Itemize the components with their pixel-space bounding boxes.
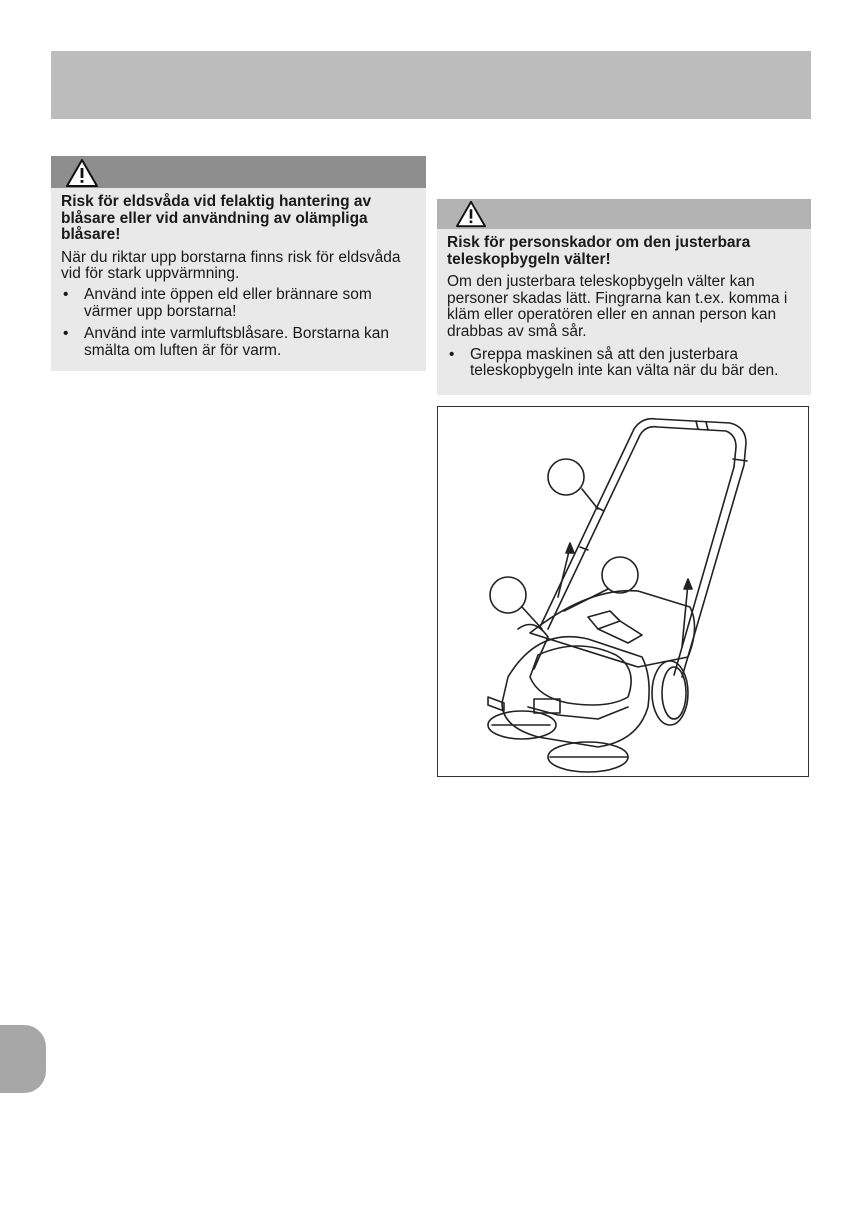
- warning-title: Risk för eldsvåda vid felaktig hantering av blåsare eller vid användning av olämpliga blåsare!: [61, 193, 372, 244]
- warning-triangle-icon: [65, 158, 99, 188]
- warning-box-telescope: [437, 199, 811, 395]
- warning-title: Risk för personskador om den justerbara teleskopbygeln välter!: [447, 234, 751, 268]
- list-item: • Använd inte varmluftsblåsare. Borstarna kan smälta om luften är för varm.: [61, 326, 418, 359]
- side-tab: [0, 1025, 46, 1093]
- list-item: • Använd inte öppen eld eller brännare som värmer upp borstarna!: [61, 287, 418, 320]
- sweeper-drawing: [438, 407, 808, 776]
- warning-header: [437, 199, 811, 229]
- warning-text: Om den justerbara teleskopbygeln välter kan personer skadas lätt. Fingrarna kan t.ex. komma i kläm eller operatören eller en annan person kan drabbas av små sår.: [447, 273, 788, 340]
- warning-body: [51, 188, 426, 373]
- warning-text: När du riktar upp borstarna finns risk för eldsvåda vid för stark uppvärmning.: [61, 248, 401, 283]
- sweeper-illustration: [437, 406, 809, 777]
- list-item: • Greppa maskinen så att den justerbara teleskopbygeln inte kan välta när du bär den.: [447, 347, 803, 380]
- warning-triangle-icon: [454, 200, 488, 228]
- warning-header: [51, 156, 426, 188]
- warning-body: [437, 229, 811, 394]
- page-header-bar: [51, 51, 811, 119]
- warning-box-fire: [51, 156, 426, 371]
- warning-list: [447, 347, 803, 380]
- warning-list: [61, 287, 418, 359]
